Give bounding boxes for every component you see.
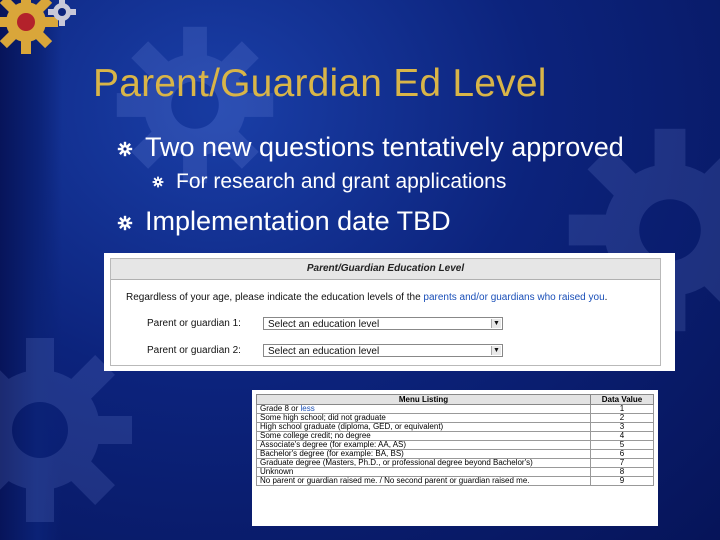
sub-bullet-item — [152, 170, 506, 194]
menu-listing-table — [256, 394, 654, 486]
education-form-panel — [104, 253, 675, 371]
menu-listing-cell — [257, 459, 591, 468]
guardian-2-select-value: Select an education level — [268, 346, 380, 357]
listing-text: Graduate degree (Masters, Ph.D., or professional degree beyond Bachelor's) — [260, 458, 533, 467]
corner-gear-icon — [0, 0, 80, 80]
listing-text: Grade 8 or — [260, 404, 301, 413]
listing-link: less — [300, 404, 315, 413]
guardian-1-select[interactable] — [263, 317, 503, 330]
data-value-cell: 9 — [591, 477, 654, 486]
bullet-item — [117, 132, 624, 163]
data-value-cell: 7 — [591, 459, 654, 468]
menu-listing-cell — [257, 477, 591, 486]
listing-text: Some high school; did not graduate — [260, 413, 386, 422]
listing-text: Some college credit; no degree — [260, 431, 371, 440]
bullet-text: Two new questions tentatively approved — [145, 132, 624, 162]
question-suffix: . — [604, 292, 608, 303]
form-header: Parent/Guardian Education Level — [111, 259, 660, 280]
table-header-row — [257, 395, 654, 405]
data-value-cell: 1 — [591, 405, 654, 414]
menu-listing-panel — [252, 390, 658, 526]
guardian-1-label: Parent or guardian 1: — [147, 318, 241, 329]
bullet-text: Implementation date TBD — [145, 206, 451, 236]
data-value-cell: 5 — [591, 441, 654, 450]
question-link[interactable]: parents and/or guardians who raised you — [423, 292, 605, 303]
guardian-2-select[interactable] — [263, 344, 503, 357]
guardian-1-select-value: Select an education level — [268, 319, 380, 330]
question-text: Regardless of your age, please indicate the education levels of the — [126, 292, 424, 303]
data-value-cell: 4 — [591, 432, 654, 441]
gear-bullet-icon — [152, 176, 164, 188]
table-row — [257, 459, 654, 468]
listing-text: Associate's degree (for example: AA, AS) — [260, 440, 407, 449]
guardian-2-label: Parent or guardian 2: — [147, 345, 241, 356]
gear-bullet-icon — [117, 215, 133, 231]
form-frame — [110, 258, 661, 366]
slide-title: Parent/Guardian Ed Level — [93, 62, 547, 105]
chevron-down-icon[interactable]: ▼ — [491, 346, 501, 355]
chevron-down-icon[interactable]: ▼ — [491, 319, 501, 328]
listing-text: No parent or guardian raised me. / No second parent or guardian raised me. — [260, 476, 530, 485]
form-question — [126, 292, 607, 303]
col-data-value: Data Value — [591, 395, 654, 405]
listing-text: High school graduate (diploma, GED, or equivalent) — [260, 422, 444, 431]
table-row — [257, 477, 654, 486]
listing-text: Bachelor's degree (for example: BA, BS) — [260, 449, 404, 458]
bullet-text: For research and grant applications — [176, 170, 507, 193]
data-value-cell: 8 — [591, 468, 654, 477]
gear-bullet-icon — [117, 141, 133, 157]
data-value-cell: 6 — [591, 450, 654, 459]
bullet-item — [117, 206, 451, 237]
data-value-cell: 2 — [591, 414, 654, 423]
data-value-cell: 3 — [591, 423, 654, 432]
col-menu-listing: Menu Listing — [257, 395, 591, 405]
listing-text: Unknown — [260, 467, 294, 476]
